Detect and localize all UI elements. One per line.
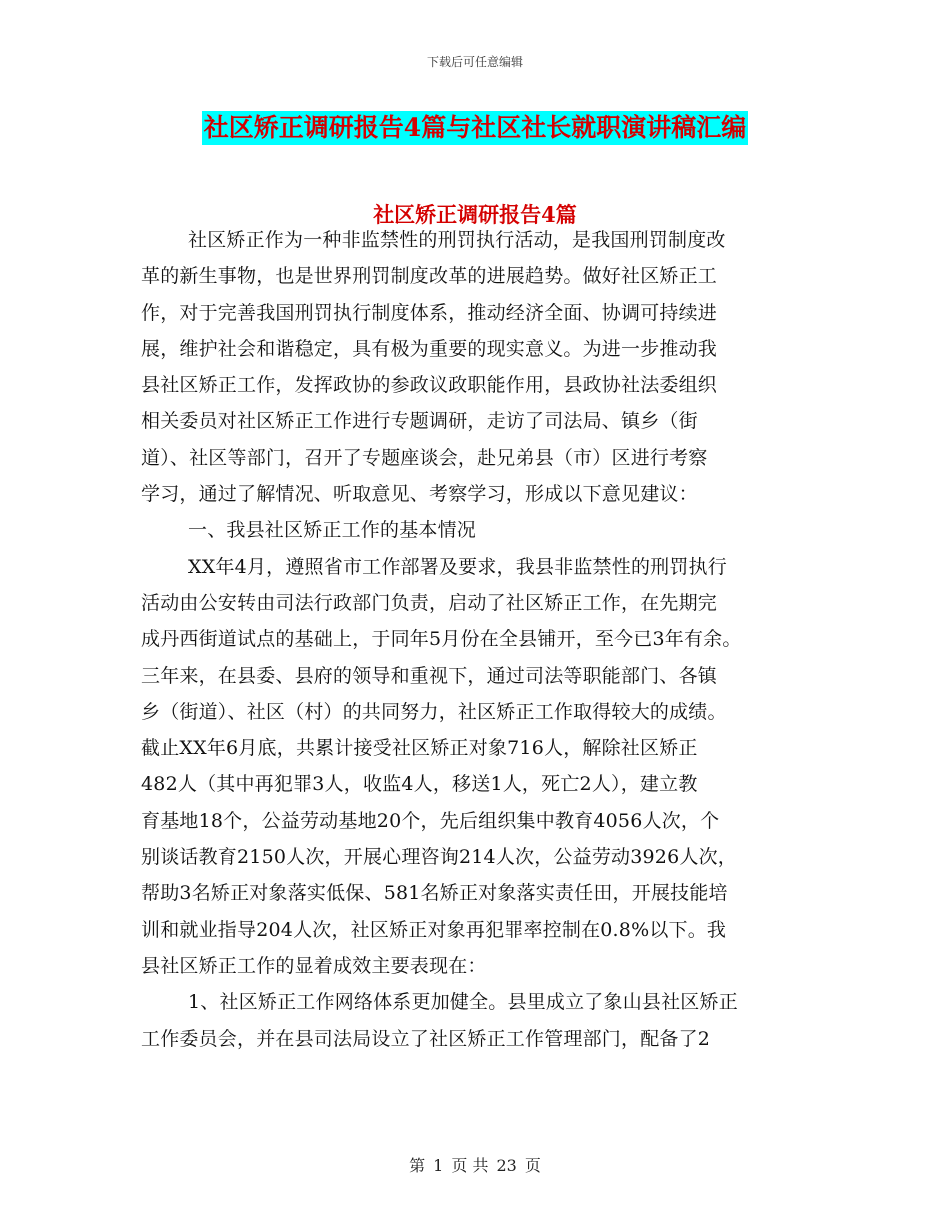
body-line: 相关委员对社区矫正工作进行专题调研，走访了司法局、镇乡（街 (141, 410, 698, 433)
footer-page-number: 1 (433, 1156, 444, 1175)
body-line: 截止XX年6月底，共累计接受社区矫正对象716人，解除社区矫正 (141, 737, 698, 760)
footer-suffix: 页 (524, 1156, 541, 1175)
body-line: 活动由公安转由司法行政部门负责，启动了社区矫正工作，在先期完 (141, 591, 718, 614)
section-title: 社区矫正调研报告4篇 (373, 202, 577, 227)
body-line: 乡（街道）、社区（村）的共同努力，社区矫正工作取得较大的成绩。 (141, 700, 727, 723)
body-line: 县社区矫正工作的显着成效主要表现在： (141, 954, 487, 977)
body-line: 育基地18个，公益劳动基地20个，先后组织集中教育4056人次，个 (141, 809, 720, 832)
body-line: 训和就业指导204人次，社区矫正对象再犯罪率控制在0.8%以下。我 (141, 918, 727, 941)
body-line: 三年来，在县委、县府的领导和重视下，通过司法等职能部门、各镇 (141, 664, 718, 687)
body-line: 道）、社区等部门，召开了专题座谈会，赴兄弟县（市）区进行考察 (141, 446, 708, 469)
body-line: XX年4月，遵照省市工作部署及要求，我县非监禁性的刑罚执行 (188, 555, 727, 578)
document-title: 社区矫正调研报告4篇与社区社长就职演讲稿汇编 (202, 111, 748, 145)
header-note: 下载后可任意编辑 (426, 55, 523, 69)
body-line: 别谈话教育2150人次，开展心理咨询214人次，公益劳动3926人次， (141, 846, 737, 869)
body-line: 1、社区矫正工作网络体系更加健全。县里成立了象山县社区矫正 (188, 991, 738, 1014)
body-line: 社区矫正作为一种非监禁性的刑罚执行活动，是我国刑罚制度改 (188, 229, 726, 251)
body-line: 成丹西街道试点的基础上，于同年5月份在全县铺开，至今已3年有余。 (141, 628, 742, 651)
footer-total-pages: 23 (496, 1156, 517, 1175)
body-line: 工作委员会，并在县司法局设立了社区矫正工作管理部门，配备了2 (141, 1027, 711, 1050)
body-line: 革的新生事物，也是世界刑罚制度改革的进展趋势。做好社区矫正工 (141, 265, 718, 288)
footer-middle: 页 共 (451, 1156, 489, 1175)
body-line: 482人（其中再犯罪3人，收监4人，移送1人，死亡2人），建立教 (141, 773, 698, 796)
footer-prefix: 第 (409, 1156, 426, 1175)
body-text (141, 222, 831, 1057)
body-line: 一、我县社区矫正工作的基本情况 (188, 519, 477, 542)
body-line: 学习，通过了解情况、听取意见、考察学习，形成以下意见建议： (141, 483, 698, 506)
body-line: 展，维护社会和谐稳定，具有极为重要的现实意义。为进一步推动我 (141, 337, 718, 360)
document-title-wrapper (0, 111, 950, 145)
body-line: 县社区矫正工作，发挥政协的参政议政职能作用，县政协社法委组织 (141, 374, 718, 397)
page-footer (0, 1153, 950, 1176)
body-line: 作，对于完善我国刑罚执行制度体系，推动经济全面、协调可持续进 (141, 301, 718, 324)
body-line: 帮助3名矫正对象落实低保、581名矫正对象落实责任田，开展技能培 (141, 882, 728, 905)
